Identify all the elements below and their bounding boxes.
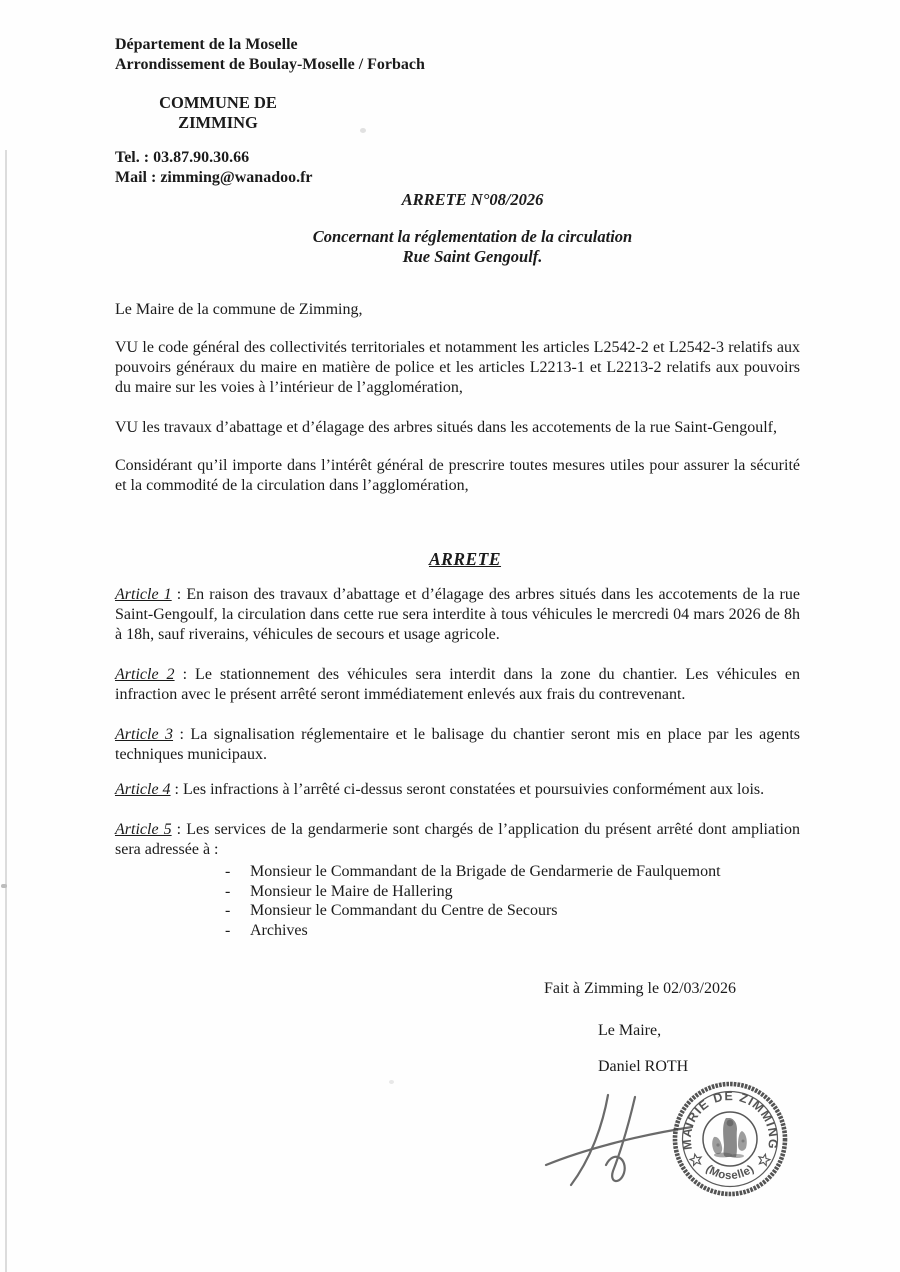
contact-block xyxy=(115,148,800,188)
article-2-text: : Le stationnement des véhicules sera interdit dans la zone du chantier. Les véhicules en infraction avec le présent arrêté seront immédiatement enlevés aux frais du contrevenant. xyxy=(115,666,800,703)
list-dash: - xyxy=(225,863,231,880)
document-content xyxy=(115,0,800,1077)
article-2-label: Article 2 xyxy=(115,666,175,683)
list-dash: - xyxy=(225,921,231,939)
article-5-label: Article 5 xyxy=(115,821,172,838)
phone-line: Tel. : 03.87.90.30.66 xyxy=(115,149,250,166)
stamp-star-left xyxy=(689,1153,702,1166)
recipient-text: Archives xyxy=(250,921,308,939)
email-line: Mail : zimming@wanadoo.fr xyxy=(115,169,313,186)
considerant-paragraph: Considérant qu’il importe dans l’intérêt général de prescrire toutes mesures utiles pour assurer la sécurité et la commodité de la circulation dans l’agglomération, xyxy=(115,457,800,494)
stamp-star-right xyxy=(757,1153,771,1166)
article-4-label: Article 4 xyxy=(115,781,171,798)
commune-line1: COMMUNE DE xyxy=(159,93,277,112)
document-title: ARRETE N°08/2026 xyxy=(401,190,544,209)
article-1-label: Article 1 xyxy=(115,586,172,603)
arrete-heading: ARRETE xyxy=(428,549,502,569)
municipal-stamp xyxy=(668,1079,792,1203)
vu-paragraph-1: VU le code général des collectivités territoriales et notamment les articles L2542-2 et L2542-3 relatifs aux pouvoirs généraux du maire en matière de police et les articles L2213-1 et L2213-2 relatifs aux pouvoirs du maire sur les voies à l’intérieur de l’agglomération, xyxy=(115,339,800,396)
article-1-text: : En raison des travaux d’abattage et d’élagage des arbres situés dans les accotements de la rue Saint-Gengoulf, la circulation dans cette rue sera interdite à tous véhicules le mercredi 04 mars 2026 de 8h à 18h, sauf riverains, véhicules de secours et usage agricole. xyxy=(115,586,800,643)
scan-smudge xyxy=(389,1080,394,1084)
article-5 xyxy=(115,820,800,860)
signature-stroke xyxy=(571,1095,608,1185)
list-dash: - xyxy=(225,902,231,919)
scan-mark-artifact xyxy=(1,884,7,888)
recipient-list xyxy=(225,862,800,940)
article-4 xyxy=(115,780,800,800)
vu-paragraph-2: VU les travaux d’abattage et d’élagage des arbres situés dans les accotements de la rue Saint-Gengoulf, xyxy=(115,419,777,436)
list-item xyxy=(225,921,800,941)
article-3 xyxy=(115,725,800,765)
list-item xyxy=(225,862,800,882)
document-subtitle xyxy=(130,227,815,267)
signatory-title: Le Maire, xyxy=(598,1022,662,1039)
recipient-text: Monsieur le Commandant du Centre de Secours xyxy=(250,902,558,919)
subtitle-line2: Rue Saint Gengoulf. xyxy=(402,247,543,266)
salutation: Le Maire de la commune de Zimming, xyxy=(115,301,363,318)
place-date-line: Fait à Zimming le 02/03/2026 xyxy=(544,980,736,997)
commune-line2: ZIMMING xyxy=(178,113,258,132)
arrondissement-line: Arrondissement de Boulay-Moselle / Forbach xyxy=(115,56,425,73)
stamp-emblem xyxy=(712,1118,747,1158)
list-dash: - xyxy=(225,882,231,900)
recipient-text: Monsieur le Maire de Hallering xyxy=(250,882,453,900)
stamp-top-text: MAIRIE DE ZIMMING xyxy=(679,1089,781,1151)
commune-block xyxy=(123,93,313,133)
subtitle-line1: Concernant la réglementation de la circulation xyxy=(312,227,633,246)
stamp-bottom-text: (Moselle) xyxy=(703,1163,757,1183)
recipient-text: Monsieur le Commandant de la Brigade de Gendarmerie de Faulquemont xyxy=(250,863,721,880)
article-4-text: : Les infractions à l’arrêté ci-dessus seront constatées et poursuivies conformément aux lois. xyxy=(170,781,765,798)
scan-edge-artifact xyxy=(5,150,7,1272)
list-item xyxy=(225,901,800,921)
article-1 xyxy=(115,585,800,645)
signatory-name: Daniel ROTH xyxy=(598,1058,689,1075)
closing-block xyxy=(115,979,800,1077)
list-item xyxy=(225,882,800,902)
department-line: Département de la Moselle xyxy=(115,36,298,53)
article-2 xyxy=(115,665,800,705)
article-3-text: : La signalisation réglementaire et le balisage du chantier seront mis en place par les agents techniques municipaux. xyxy=(115,726,800,763)
article-5-text: : Les services de la gendarmerie sont chargés de l’application du présent arrêté dont ampliation sera adressée à : xyxy=(115,821,800,858)
article-3-label: Article 3 xyxy=(115,726,174,743)
